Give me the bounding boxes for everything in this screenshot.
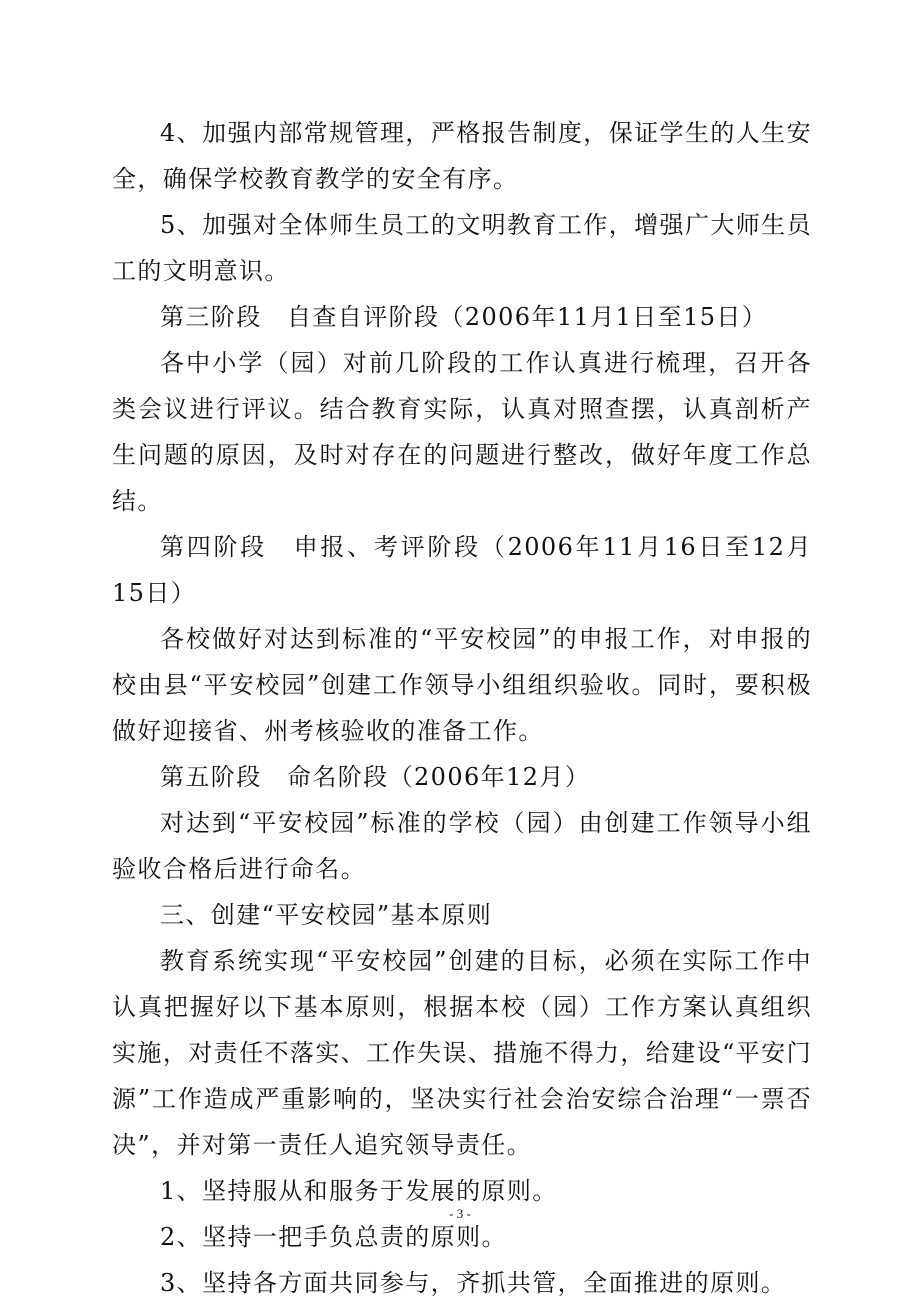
stage-three-body: 各中小学（园）对前几阶段的工作认真进行梳理，召开各类会议进行评议。结合教育实际，认真对照查摆，认真剖析产生问题的原因，及时对存在的问题进行整改，做好年度工作总结。 xyxy=(112,349,812,515)
principle-item-1: 1、坚持服从和服务于发展的原则。 xyxy=(160,1177,558,1205)
page-number: - 3 - xyxy=(449,1206,471,1221)
paragraph-item-5: 5、加强对全体师生员工的文明教育工作，增强广大师生员工的文明意识。 xyxy=(112,211,812,285)
paragraph-item-4: 4、加强内部常规管理，严格报告制度，保证学生的人生安全，确保学校教育教学的安全有序。 xyxy=(112,119,812,193)
stage-three-heading: 第三阶段 自查自评阶段（2006年11月1日至15日） xyxy=(160,303,768,331)
principle-item-3: 3、坚持各方面共同参与，齐抓共管，全面推进的原则。 xyxy=(160,1269,787,1297)
stage-four-heading: 第四阶段 申报、考评阶段（2006年11月16日至12月15日） xyxy=(112,533,812,607)
stage-five-body: 对达到“平安校园”标准的学校（园）由创建工作领导小组验收合格后进行命名。 xyxy=(112,809,812,883)
document-body xyxy=(112,110,812,1306)
stage-five-heading: 第五阶段 命名阶段（2006年12月） xyxy=(160,763,591,791)
stage-four-body: 各校做好对达到标准的“平安校园”的申报工作，对申报的校由县“平安校园”创建工作领导小组组织验收。同时，要积极做好迎接省、州考核验收的准备工作。 xyxy=(112,625,812,745)
section-three-heading: 三、创建“平安校园”基本原则 xyxy=(160,901,493,929)
principle-item-2: 2、坚持一把手负总责的原则。 xyxy=(160,1223,507,1251)
section-three-body: 教育系统实现“平安校园”创建的目标，必须在实际工作中认真把握好以下基本原则，根据本校（园）工作方案认真组织实施，对责任不落实、工作失误、措施不得力，给建设“平安门源”工作造成严重影响的，坚决实行社会治安综合治理“一票否决”，并对第一责任人追究领导责任。 xyxy=(112,947,812,1159)
